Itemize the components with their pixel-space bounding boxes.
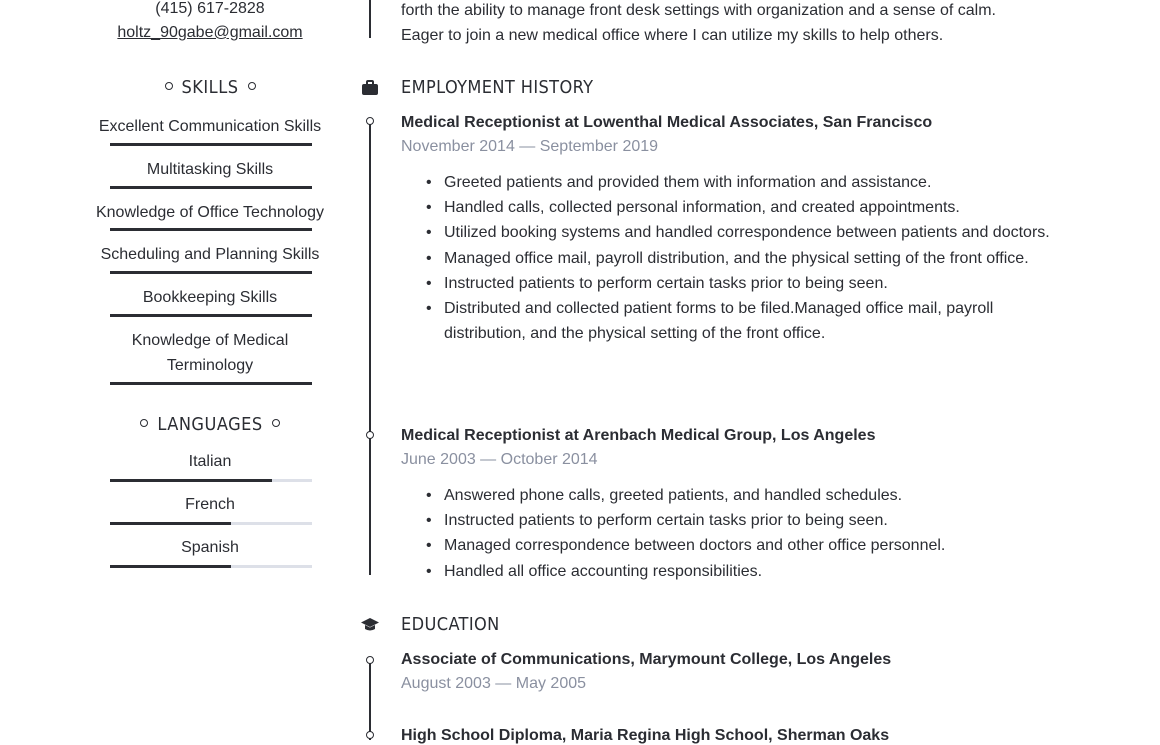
job-bullet-list xyxy=(426,170,1086,346)
job-bullet: • Managed correspondence between doctors and other office personnel. xyxy=(426,533,1086,558)
timeline-line xyxy=(369,658,371,740)
education-heading: EDUCATION xyxy=(401,614,500,635)
contact-phone: (415) 617-2828 xyxy=(155,0,265,17)
skill-bar xyxy=(110,382,312,385)
job-title: Medical Receptionist at Lowenthal Medical Associates, San Francisco xyxy=(401,114,933,131)
job-bullet: • Instructed patients to perform certain tasks prior to being seen. xyxy=(426,271,1086,296)
timeline-node xyxy=(366,117,374,125)
job-bullet: • Utilized booking systems and handled correspondence between patients and doctors. xyxy=(426,220,1064,245)
skill-bar xyxy=(110,271,312,274)
skill-bar xyxy=(110,314,312,317)
job-bullet: • Handled all office accounting responsibilities. xyxy=(426,559,1086,584)
heading-dot-icon xyxy=(272,419,280,427)
skill-item: Knowledge of Medical Terminology xyxy=(131,332,289,374)
briefcase-icon xyxy=(361,79,379,97)
language-name: French xyxy=(185,496,235,513)
timeline-line xyxy=(369,120,371,575)
timeline-node xyxy=(366,431,374,439)
skill-bar xyxy=(110,143,312,146)
skill-bar xyxy=(110,186,312,189)
skill-item: Bookkeeping Skills xyxy=(142,289,278,306)
languages-heading: LANGUAGES xyxy=(60,414,360,435)
employment-heading: EMPLOYMENT HISTORY xyxy=(401,77,594,98)
heading-dot-icon xyxy=(165,82,173,90)
job-bullet: • Instructed patients to perform certain tasks prior to being seen. xyxy=(426,508,1086,533)
timeline-node xyxy=(366,731,374,739)
language-name: Spanish xyxy=(181,539,239,556)
language-level-bar xyxy=(110,522,312,525)
heading-dot-icon xyxy=(248,82,256,90)
language-level-fill xyxy=(110,522,231,525)
job-bullet: • Handled calls, collected personal information, and created appointments. xyxy=(426,195,1086,220)
education-title: Associate of Communications, Marymount College, Los Angeles xyxy=(401,651,892,668)
summary-line: Eager to join a new medical office where I can utilize my skills to help others. xyxy=(401,27,944,44)
language-level-fill xyxy=(110,565,231,568)
summary-line: forth the ability to manage front desk settings with organization and a sense of calm. xyxy=(401,2,996,19)
education-dates: August 2003 — May 2005 xyxy=(401,675,587,692)
skill-item: Excellent Communication Skills xyxy=(98,118,322,135)
skill-item: Knowledge of Office Technology xyxy=(95,204,324,221)
skills-heading: SKILLS xyxy=(60,77,360,98)
contact-email-link[interactable]: holtz_90gabe@gmail.com xyxy=(117,24,303,41)
job-title: Medical Receptionist at Arenbach Medical Group, Los Angeles xyxy=(401,427,876,444)
language-name: Italian xyxy=(188,453,232,470)
job-bullet: • Distributed and collected patient forms to be filed.Managed office mail, payroll distribution, and the physical setting of the front office. xyxy=(426,296,1074,346)
job-bullet-list xyxy=(426,483,1086,584)
job-bullet: • Answered phone calls, greeted patients, and handled schedules. xyxy=(426,483,1086,508)
job-dates: June 2003 — October 2014 xyxy=(401,451,598,468)
timeline-node xyxy=(366,656,374,664)
education-title: High School Diploma, Maria Regina High School, Sherman Oaks xyxy=(401,727,890,744)
language-level-bar xyxy=(110,479,312,482)
skill-item: Scheduling and Planning Skills xyxy=(100,246,320,263)
skill-bar xyxy=(110,228,312,231)
job-bullet: • Greeted patients and provided them with information and assistance. xyxy=(426,170,1086,195)
graduation-cap-icon xyxy=(360,616,380,634)
timeline-line xyxy=(369,0,371,38)
heading-dot-icon xyxy=(140,419,148,427)
skill-item: Multitasking Skills xyxy=(146,161,274,178)
job-bullet: • Managed office mail, payroll distribution, and the physical setting of the front office. xyxy=(426,246,1064,271)
profile-summary xyxy=(401,0,1101,48)
language-level-fill xyxy=(110,479,272,482)
job-dates: November 2014 — September 2019 xyxy=(401,138,659,155)
language-level-bar xyxy=(110,565,312,568)
